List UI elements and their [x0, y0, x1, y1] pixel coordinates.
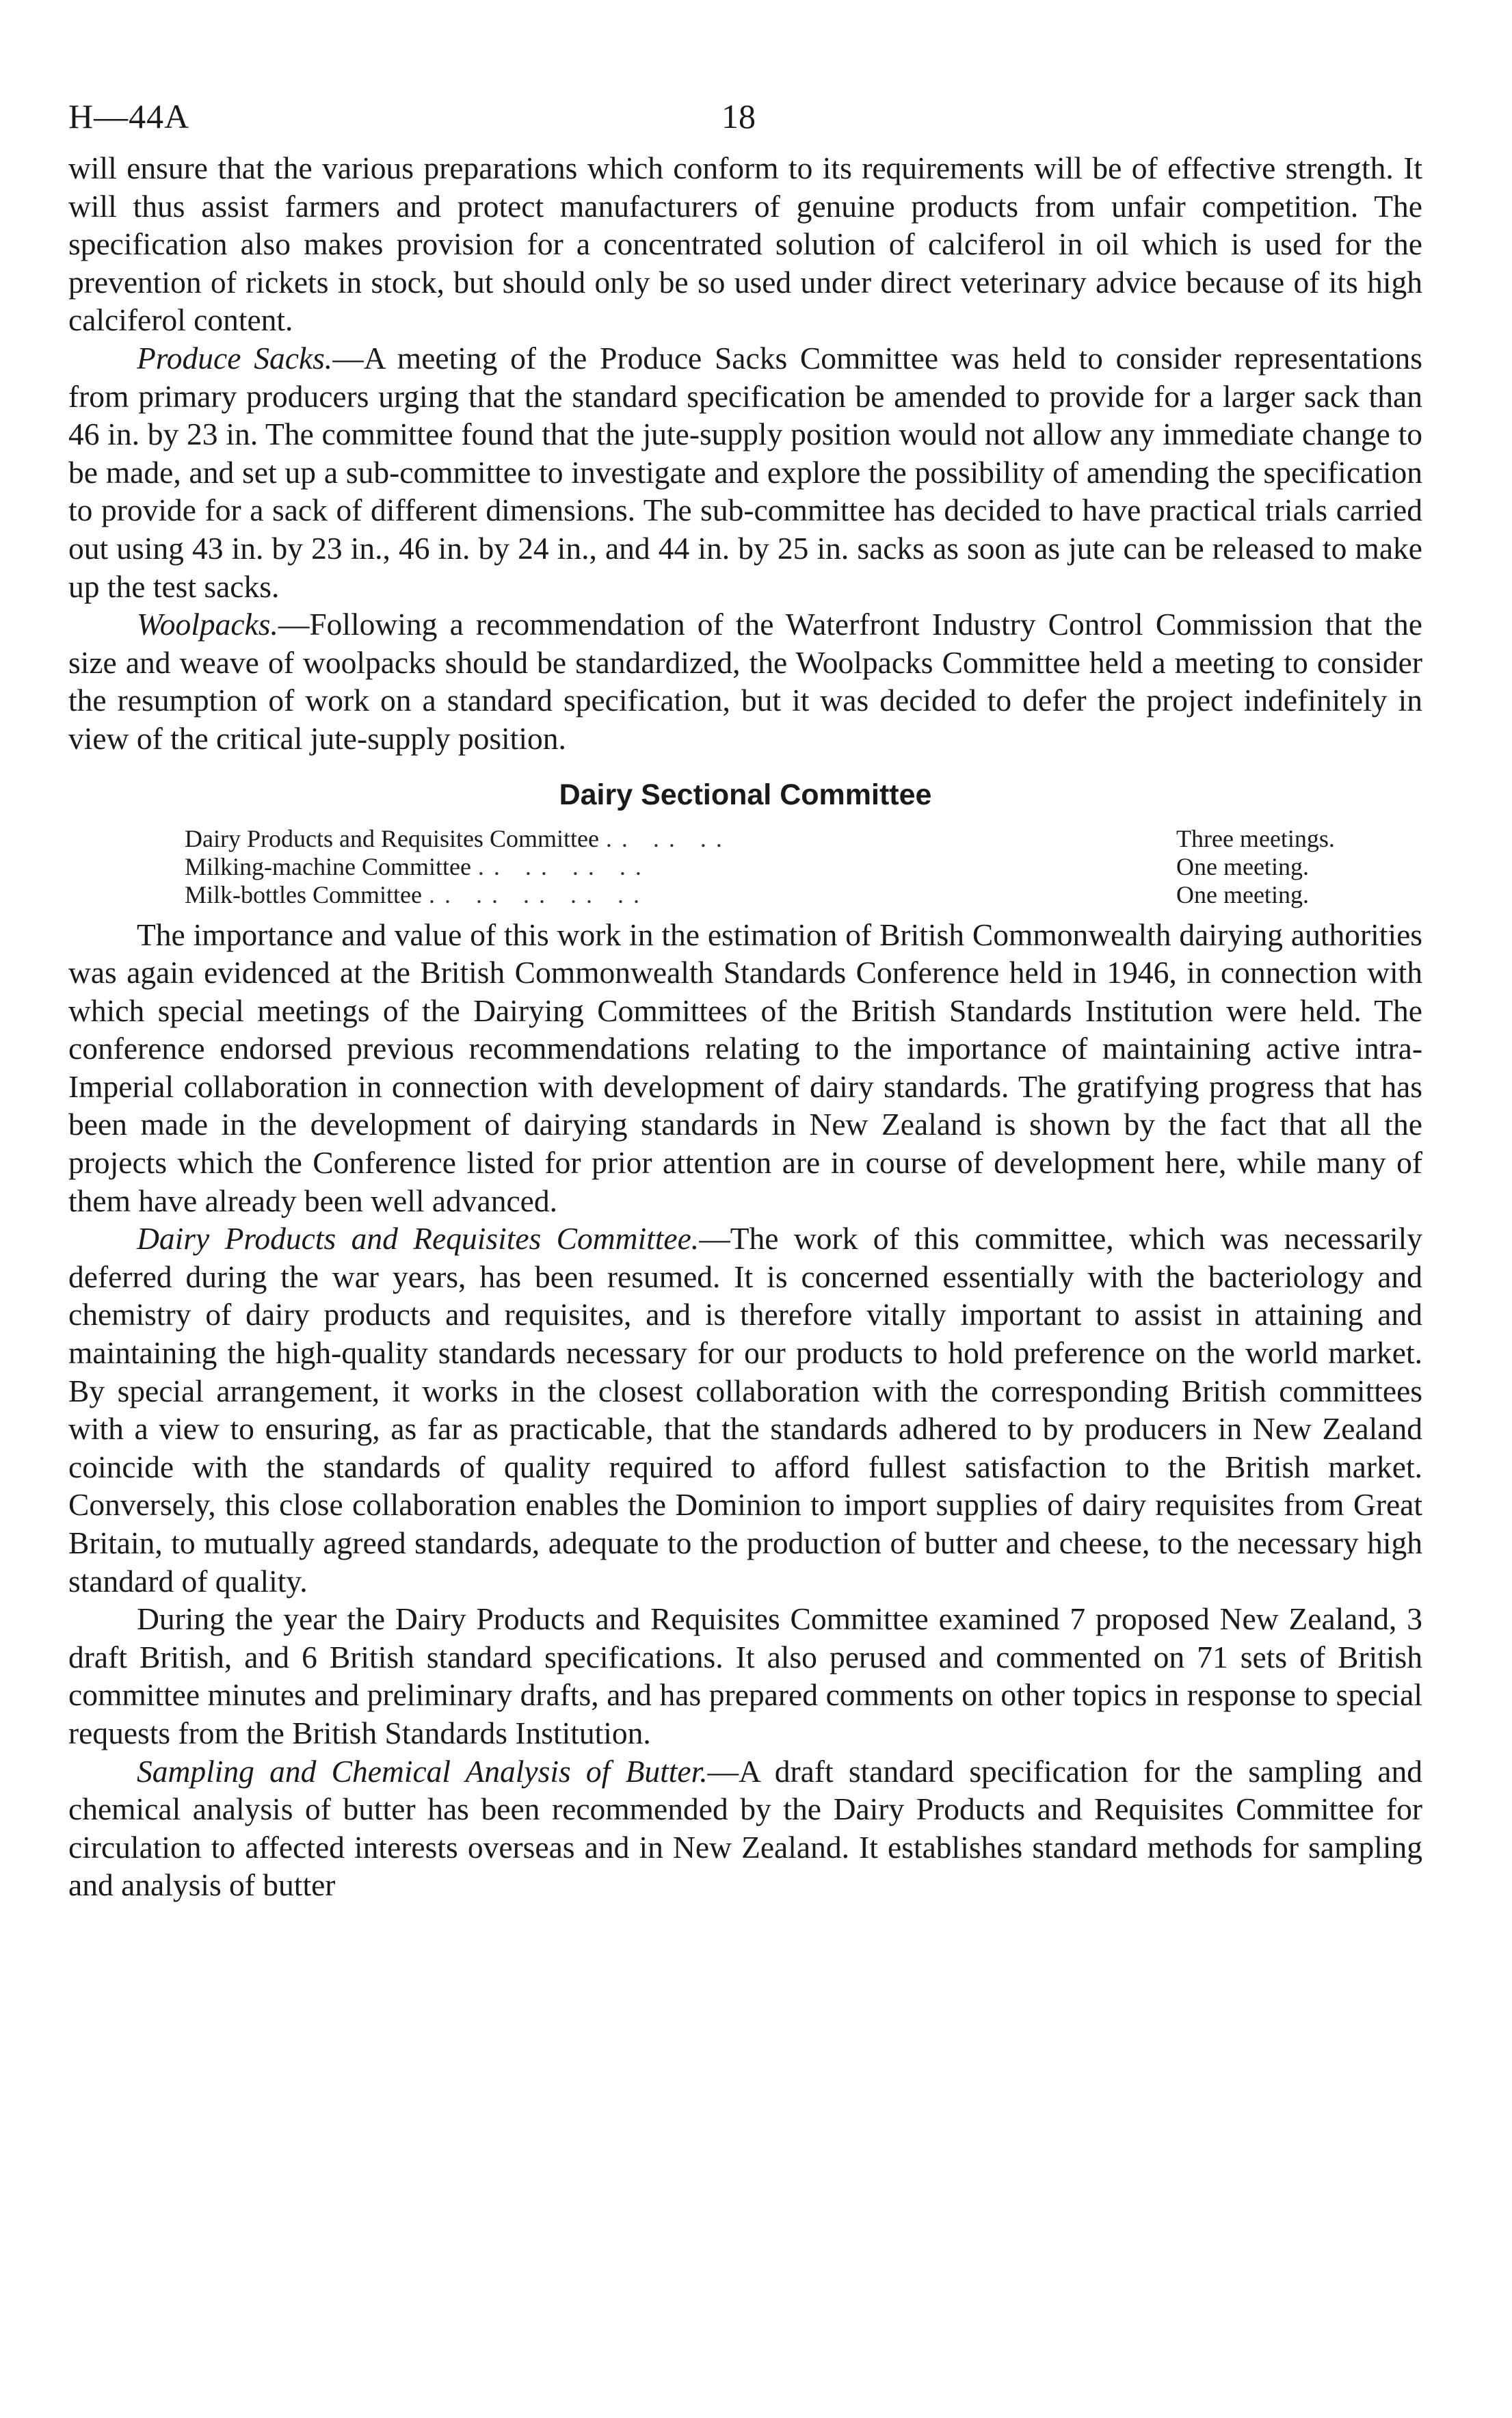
dairy-products-title: Dairy Products and Requisites Committee. — [137, 1221, 700, 1257]
produce-sacks-title: Produce Sacks. — [137, 340, 333, 376]
sampling-text: —A draft standard specification for the sampling and chemical analysis of butter has been recommended by the Dairy Products and Requisites Committee for circulation to affected interests overseas and in New Zealand. It establishes standard methods for sampling and analysis of butter — [68, 1753, 1422, 1903]
paragraph-woolpacks — [68, 605, 1422, 757]
meeting-committee: Dairy Products and Requisites Committee — [185, 824, 599, 852]
dairy-products-text: —The work of this committee, which was necessarily deferred during the war years, has been resumed. It is concerned essentially with the bacteriology and chemistry of dairy products and requisites, and is therefore vitally important to assist in attaining and maintaining the high-quality standards necessary for our products to hold preference on the world market. By special arrangement, it works in the closest collaboration with the corresponding British committees with a view to ensuring, as far as practicable, that the standards adhered to by producers in New Zealand coincide with the standards of quality required to afford fullest satisfaction to the British market. Conversely, this close collaboration enables the Dominion to import supplies of dairy requisites from Great Britain, to mutually agreed standards, adequate to the production of butter and cheese, to the necessary high standard of quality. — [68, 1221, 1422, 1599]
meeting-row — [185, 825, 1402, 853]
meeting-count: One meeting. — [1176, 852, 1309, 880]
body-text — [68, 149, 1422, 1904]
meetings-list — [185, 825, 1402, 909]
woolpacks-title: Woolpacks. — [137, 607, 278, 642]
leader-dots: .. .. .. .. .. — [428, 880, 649, 908]
paragraph-continued: will ensure that the various preparations which conform to its requirements will be of effective strength. It will thus assist farmers and protect manufacturers of genuine products from unfair competition. The specification also makes provision for a concentrated solution of calciferol in oil which is used for the prevention of rickets in stock, but should only be so used under direct veterinary advice because of its high calciferol content. — [68, 150, 1422, 338]
page-header — [68, 89, 1422, 144]
meeting-row — [185, 853, 1402, 881]
paragraph-during-year: During the year the Dairy Products and Requisites Committee examined 7 proposed New Zealand, 3 draft British, and 6 British standard specifications. It also perused and commented on 71 sets of British committee minutes and preliminary drafts, and has prepared comments on other topics in response to special requests from the British Standards Institution. — [68, 1601, 1422, 1750]
paragraph-importance: The importance and value of this work in the estimation of British Commonwealth dairying authorities was again evidenced at the British Commonwealth Standards Conference held in 1946, in connection with which special meetings of the Dairying Committees of the British Standards Institution were held. The conference endorsed previous recommendations relating to the importance of maintaining active intra-Imperial collaboration in connection with development of dairy standards. The gratifying progress that has been made in the development of dairying standards in New Zealand is shown by the fact that all the projects which the Conference listed for prior attention are in course of development here, while many of them have already been well advanced. — [68, 917, 1422, 1218]
sampling-title: Sampling and Chemical Analysis of Butter. — [137, 1753, 708, 1789]
meeting-row — [185, 881, 1402, 909]
document-reference: H—44A — [68, 97, 190, 135]
paragraph-sampling — [68, 1752, 1422, 1904]
leader-dots: .. .. .. — [605, 824, 732, 852]
meeting-committee: Milking-machine Committee — [185, 852, 471, 880]
meeting-committee: Milk-bottles Committee — [185, 880, 422, 908]
paragraph-produce-sacks — [68, 339, 1422, 605]
document-page — [68, 89, 1422, 1904]
leader-dots: .. .. .. .. — [477, 852, 651, 880]
woolpacks-text: —Following a recommendation of the Waterfront Industry Control Commission that the size and weave of woolpacks should be standardized, the Woolpacks Committee held a meeting to consider the resumption of work on a standard specification, but it was decided to defer the project indefinitely in view of the critical jute-supply position. — [68, 607, 1422, 756]
meeting-count: Three meetings. — [1176, 824, 1335, 852]
meeting-count: One meeting. — [1176, 880, 1309, 908]
section-heading: Dairy Sectional Committee — [559, 778, 932, 811]
produce-sacks-text: —A meeting of the Produce Sacks Committee was held to consider representations from primary producers urging that the standard specification be amended to provide for a larger sack than 46 in. by 23 in. The committee found that the jute-supply position would not allow any immediate change to be made, and set up a sub-committee to investigate and explore the possibility of amending the specification to provide for a sack of different dimensions. The sub-committee has decided to have practical trials carried out using 43 in. by 23 in., 46 in. by 24 in., and 44 in. by 25 in. sacks as soon as jute can be released to make up the test sacks. — [68, 340, 1422, 604]
paragraph-dairy-products — [68, 1220, 1422, 1600]
page-number: 18 — [721, 97, 756, 135]
